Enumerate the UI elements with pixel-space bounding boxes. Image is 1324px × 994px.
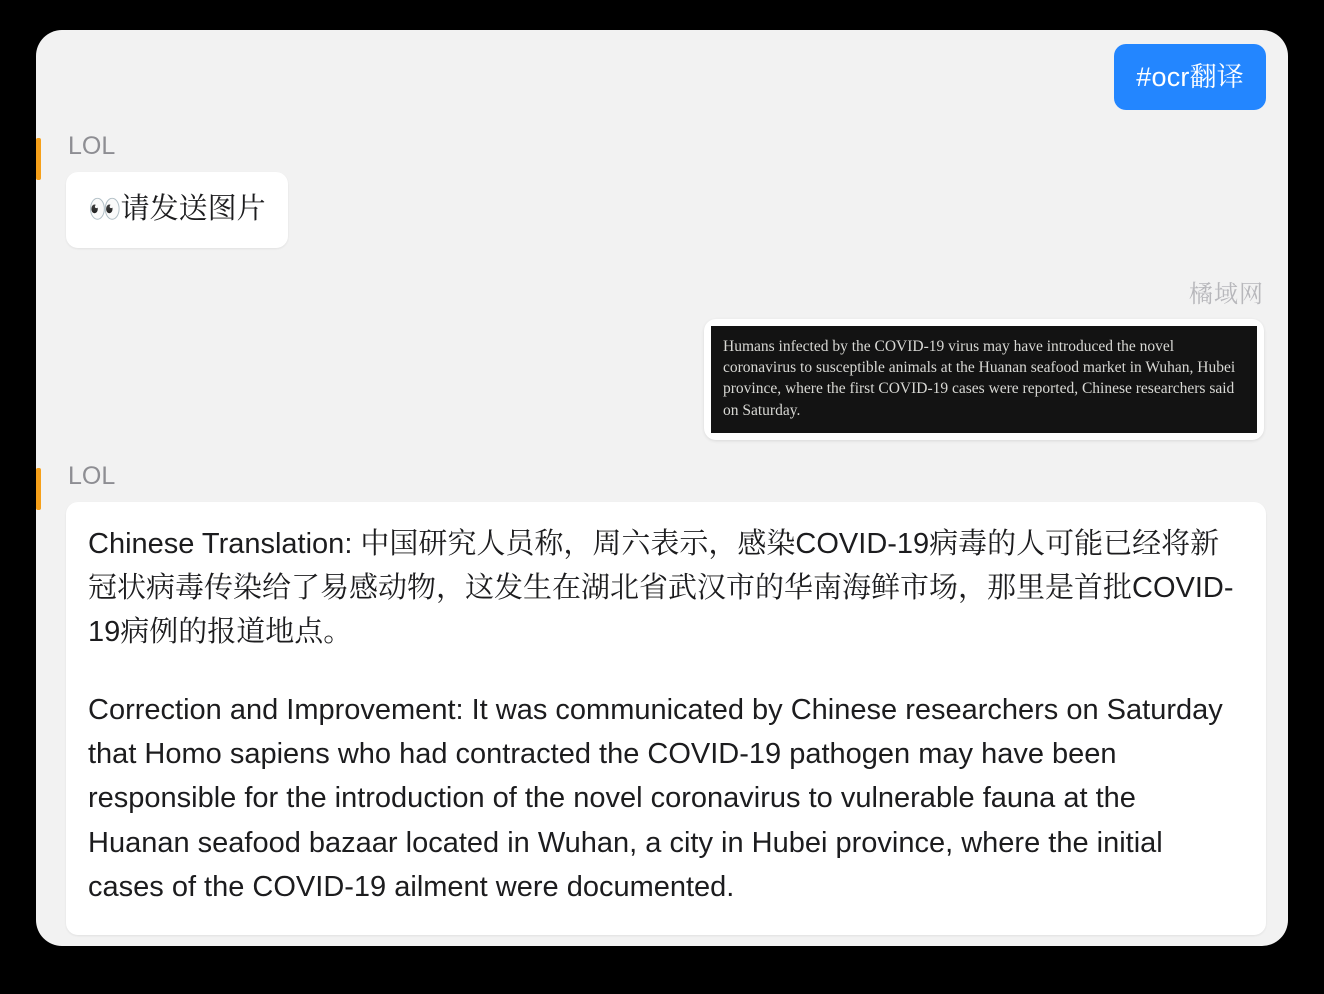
attached-image-frame[interactable] (704, 319, 1264, 441)
attached-image-text: Humans infected by the COVID-19 virus may have introduced the novel coronavirus to susceptible animals at the Huanan seafood market in Wuhan, Hubei province, where the first COVID-19 cases were reported, Chinese researchers said on Saturday. (723, 337, 1236, 419)
bot-prompt-row (36, 159, 1288, 247)
user-message-row (36, 30, 1288, 110)
answer-paragraph-correction: Correction and Improvement: It was communicated by Chinese researchers on Saturday that Homo sapiens who had contracted the COVID-19 pathogen may have been responsible for the introduction of the novel coronavirus to vulnerable fauna at the Huanan seafood bazaar located in Wuhan, a city in Hubei province, where the initial cases of the COVID-19 ailment were documented. (88, 694, 1223, 903)
bot-sender-block-2 (36, 464, 1288, 489)
bot-prompt-text: 请发送图片 (120, 193, 266, 226)
attached-image-row (36, 309, 1288, 441)
sender-accent-bar (36, 138, 41, 180)
bot-sender-name: LOL (68, 132, 116, 161)
attached-image-content (711, 326, 1257, 434)
bot-answer-bubble (66, 502, 1266, 935)
chat-conversation-card (36, 30, 1288, 946)
eyes-icon: 👀 (88, 194, 121, 225)
sender-accent-bar (36, 468, 41, 510)
answer-paragraph-translation: Chinese Translation: 中国研究人员称，周六表示，感染COVID-19病毒的人可能已经将新冠状病毒传染给了易感动物，这发生在湖北省武汉市的华南海鲜市场，那里是首批COVID-19病例的报道地点。 (88, 528, 1234, 649)
watermark-label: 橘域网 (1189, 280, 1264, 308)
bot-sender-block-1 (36, 134, 1288, 159)
watermark-row (36, 248, 1288, 309)
bot-sender-name: LOL (68, 462, 116, 491)
bot-prompt-bubble (66, 172, 288, 247)
user-command-bubble[interactable]: #ocr翻译 (1114, 44, 1266, 110)
